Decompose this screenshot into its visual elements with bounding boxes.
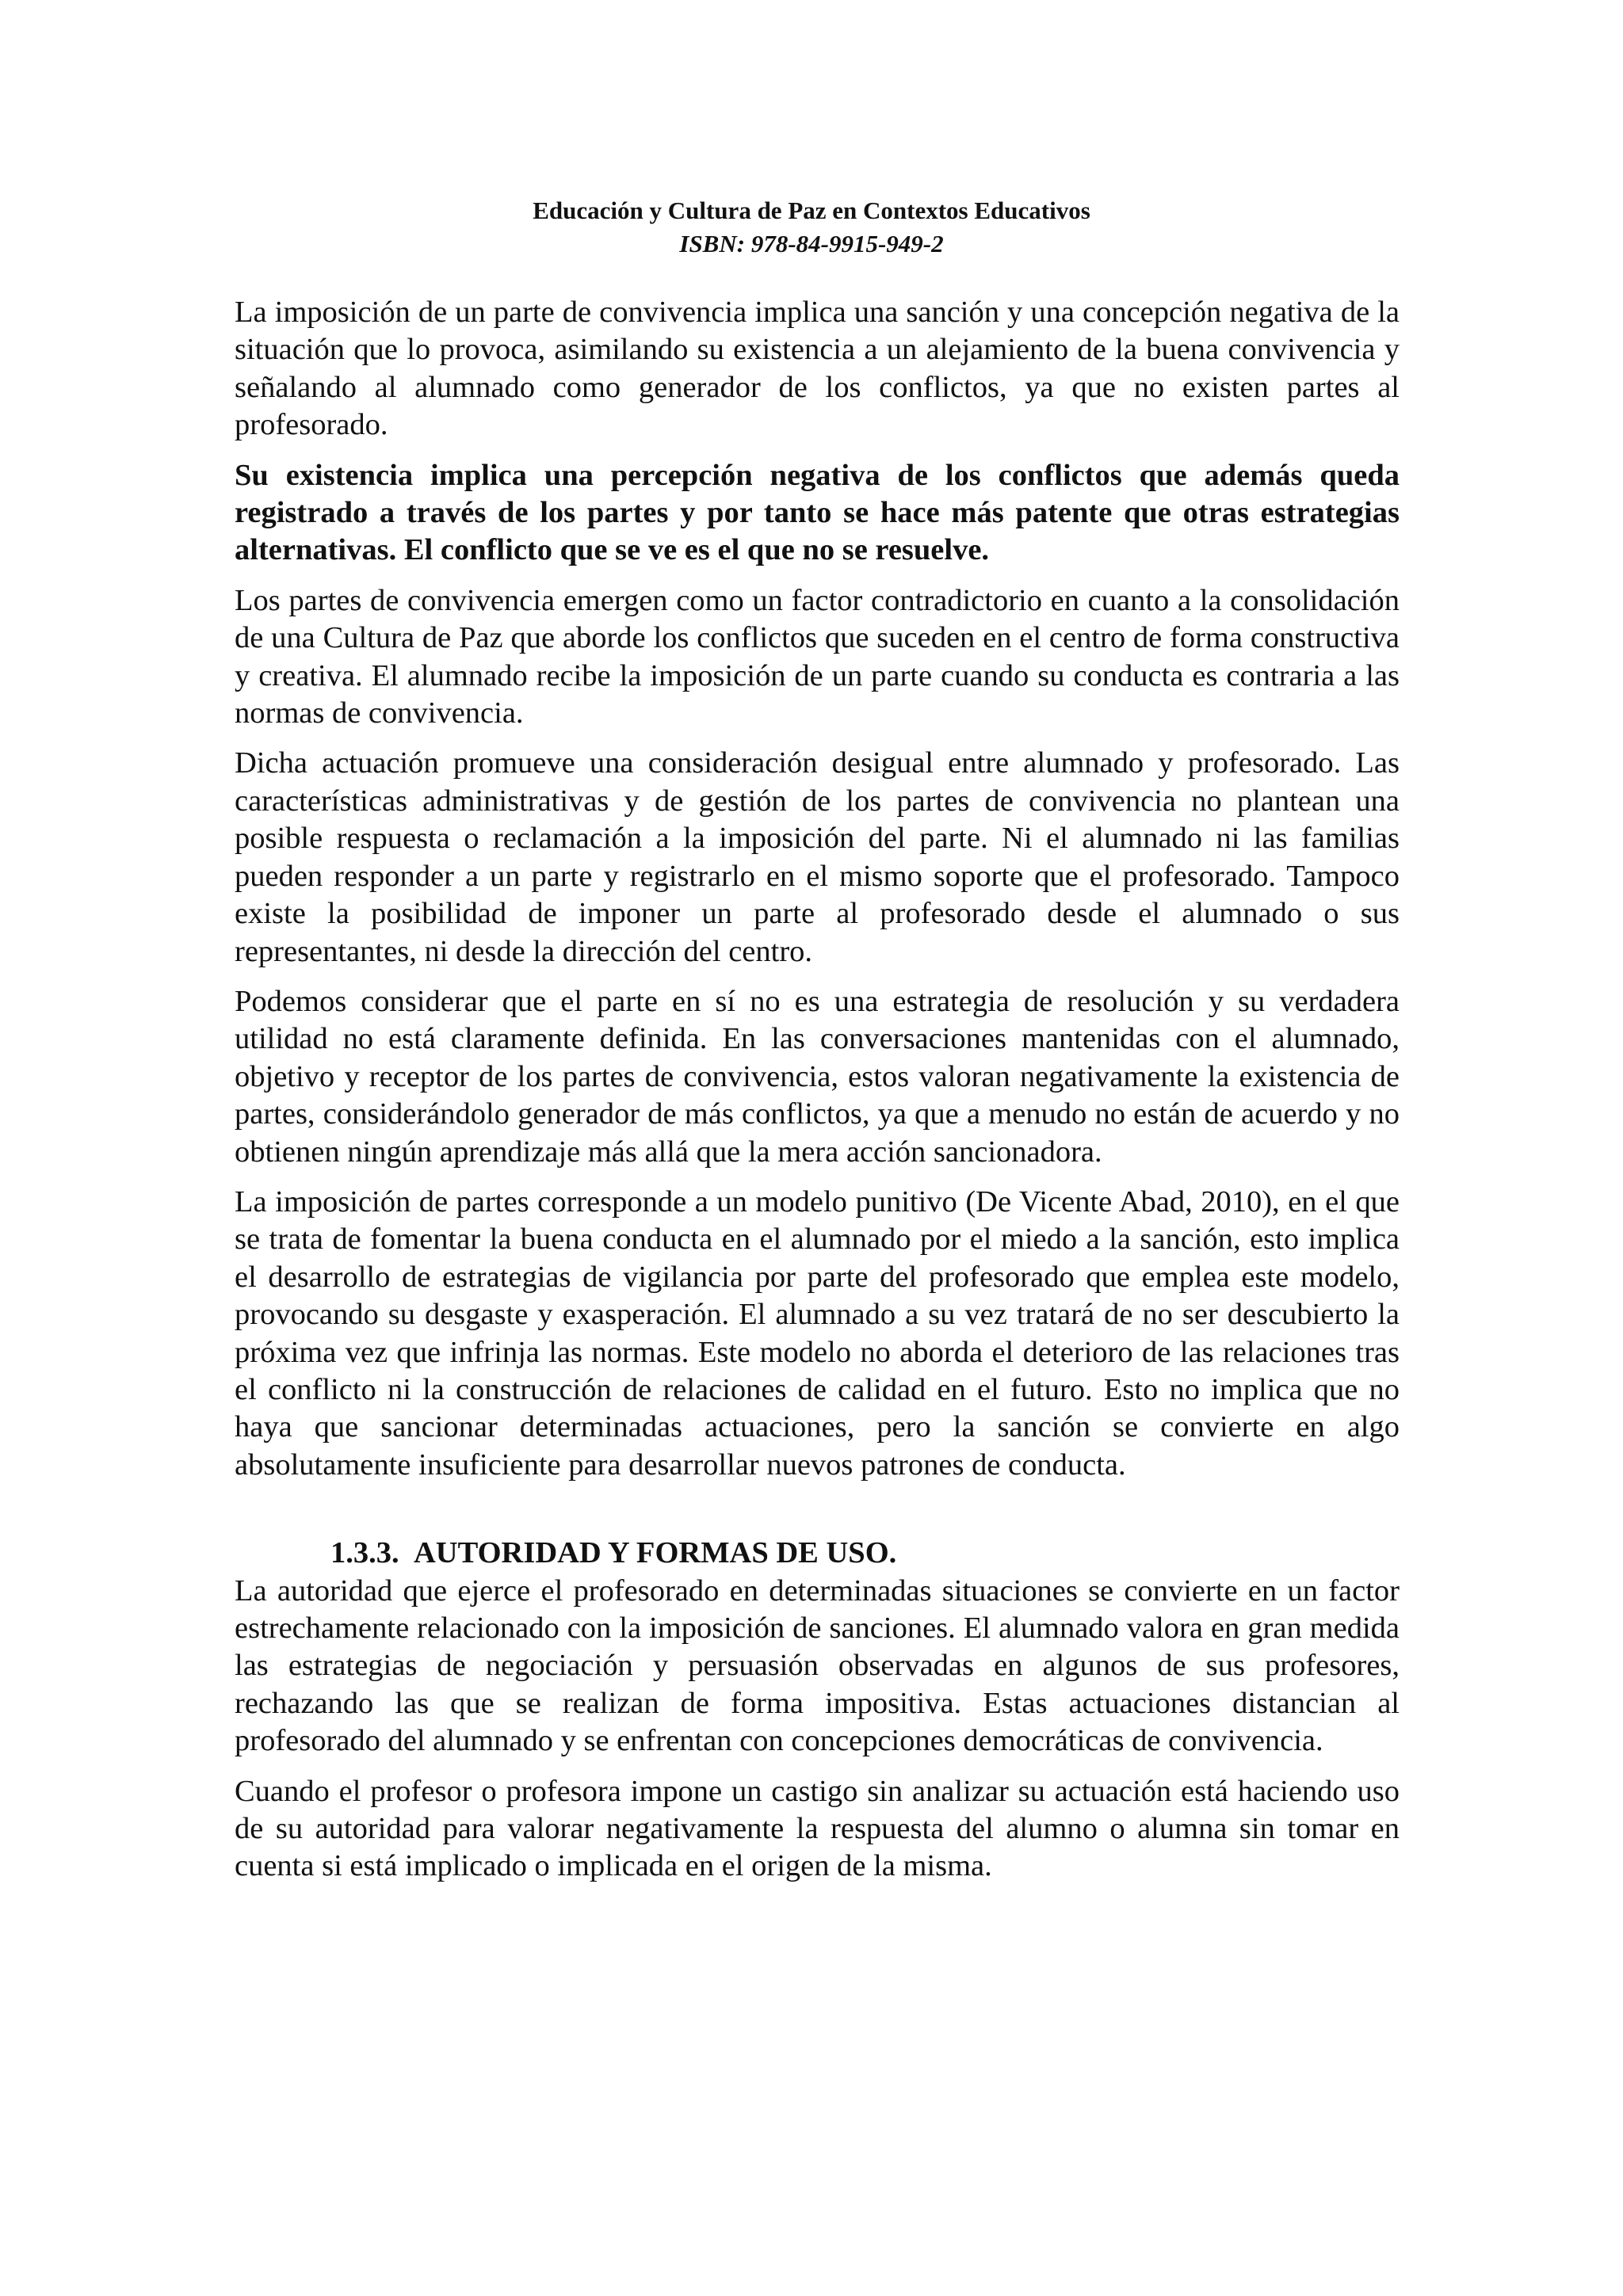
section-number: 1.3.3. [330,1536,399,1570]
section-title: AUTORIDAD Y FORMAS DE USO. [414,1536,897,1570]
document-body [235,294,1400,1886]
paragraph: Cuando el profesor o profesora impone un castigo sin analizar su actuación está haciendo uso de su autoridad para valorar negativamente la respuesta del alumno o alumna sin tomar en cuenta si está implicado o implicada en el origen de la misma. [235,1774,1400,1883]
section-heading [235,1535,1400,1572]
paragraph: Los partes de convivencia emergen como un factor contradictorio en cuanto a la consolidación de una Cultura de Paz que aborde los conflictos que suceden en el centro de forma constructiva y creativa. El alumnado recibe la imposición de un parte cuando su conducta es contraria a las normas de convivencia. [235,583,1400,730]
paragraph-bold: Su existencia implica una percepción negativa de los conflictos que además queda registrado a través de los partes y por tanto se hace más patente que otras estrategias alternativas. El conflicto que se ve es el que no se resuelve. [235,458,1400,567]
paragraph: La imposición de un parte de convivencia implica una sanción y una concepción negativa de la situación que lo provoca, asimilando su existencia a un alejamiento de la buena convivencia y señalando al alumnado como generador de los conflictos, ya que no existen partes al profesorado. [235,296,1400,442]
paragraph: La imposición de partes corresponde a un modelo punitivo (De Vicente Abad, 2010), en el que se trata de fomentar la buena conducta en el alumnado por el miedo a la sanción, esto implica el desarrollo de estrategias de vigilancia por parte del profesorado que emplea este modelo, provocando su desgaste y exasperación. El alumnado a su vez tratará de no ser descubierto la próxima vez que infrinja las normas. Este modelo no aborda el deterioro de las relaciones tras el conflicto ni la construcción de relaciones de calidad en el futuro. Esto no implica que no haya que sancionar determinadas actuaciones, pero la sanción se convierte en algo absolutamente insuficiente para desarrollar nuevos patrones de conducta. [235,1184,1400,1482]
header-title: Educación y Cultura de Paz en Contextos Educativos [533,196,1090,224]
page-header [0,194,1623,261]
paragraph: Podemos considerar que el parte en sí no es una estrategia de resolución y su verdadera utilidad no está claramente definida. En las conversaciones mantenidas con el alumnado, objetivo y receptor de los partes de convivencia, estos valoran negativamente la existencia de partes, considerándolo generador de más conflictos, ya que a menudo no están de acuerdo y no obtienen ningún aprendizaje más allá que la mera acción sancionadora. [235,984,1400,1169]
paragraph: La autoridad que ejerce el profesorado en determinadas situaciones se convierte en un factor estrechamente relacionado con la imposición de sanciones. El alumnado valora en gran medida las estrategias de negociación y persuasión observadas en algunos de sus profesores, rechazando las que se realizan de forma impositiva. Estas actuaciones distancian al profesorado del alumnado y se enfrentan con concepciones democráticas de convivencia. [235,1573,1400,1758]
header-isbn: ISBN: 978-84-9915-949-2 [679,230,944,257]
paragraph: Dicha actuación promueve una consideración desigual entre alumnado y profesorado. Las características administrativas y de gestión de los partes de convivencia no plantean una posible respuesta o reclamación a la imposición del parte. Ni el alumnado ni las familias pueden responder a un parte y registrarlo en el mismo soporte que el profesorado. Tampoco existe la posibilidad de imponer un parte al profesorado desde el alumnado o sus representantes, ni desde la dirección del centro. [235,746,1400,968]
